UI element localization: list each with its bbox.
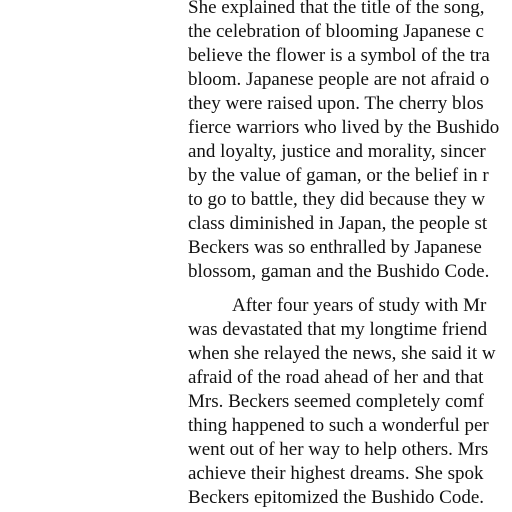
text-line: went out of her way to help others. Mrs	[188, 439, 489, 460]
text-line: fierce warriors who lived by the Bushido	[188, 117, 500, 138]
text-line: She explained that the title of the song,	[188, 0, 485, 18]
text-line: thing happened to such a wonderful per	[188, 415, 489, 436]
paragraph-1	[188, 0, 512, 284]
text-line: Mrs. Beckers seemed completely comf	[188, 391, 484, 412]
text-line: achieve their highest dreams. She spok	[188, 463, 484, 484]
text-line: afraid of the road ahead of her and that	[188, 367, 484, 388]
text-line: Beckers was so enthralled by Japanese	[188, 237, 482, 258]
text-line: Beckers epitomized the Bushido Code.	[188, 487, 485, 508]
text-line: by the value of gaman, or the belief in r	[188, 165, 489, 186]
text-line: was devastated that my longtime friend	[188, 319, 488, 340]
text-line: believe the flower is a symbol of the tra	[188, 45, 490, 66]
text-line: and loyalty, justice and morality, sincer	[188, 141, 486, 162]
text-line: to go to battle, they did because they w	[188, 189, 486, 210]
text-line: bloom. Japanese people are not afraid o	[188, 69, 490, 90]
text-line: class diminished in Japan, the people st	[188, 213, 488, 234]
paragraph-2	[188, 294, 512, 510]
text-line: blossom, gaman and the Bushido Code.	[188, 261, 490, 282]
text-line: they were raised upon. The cherry blos	[188, 93, 484, 114]
text-line-indented: After four years of study with Mr	[232, 295, 487, 316]
text-line: the celebration of blooming Japanese c	[188, 21, 484, 42]
text-line: when she relayed the news, she said it w	[188, 343, 496, 364]
